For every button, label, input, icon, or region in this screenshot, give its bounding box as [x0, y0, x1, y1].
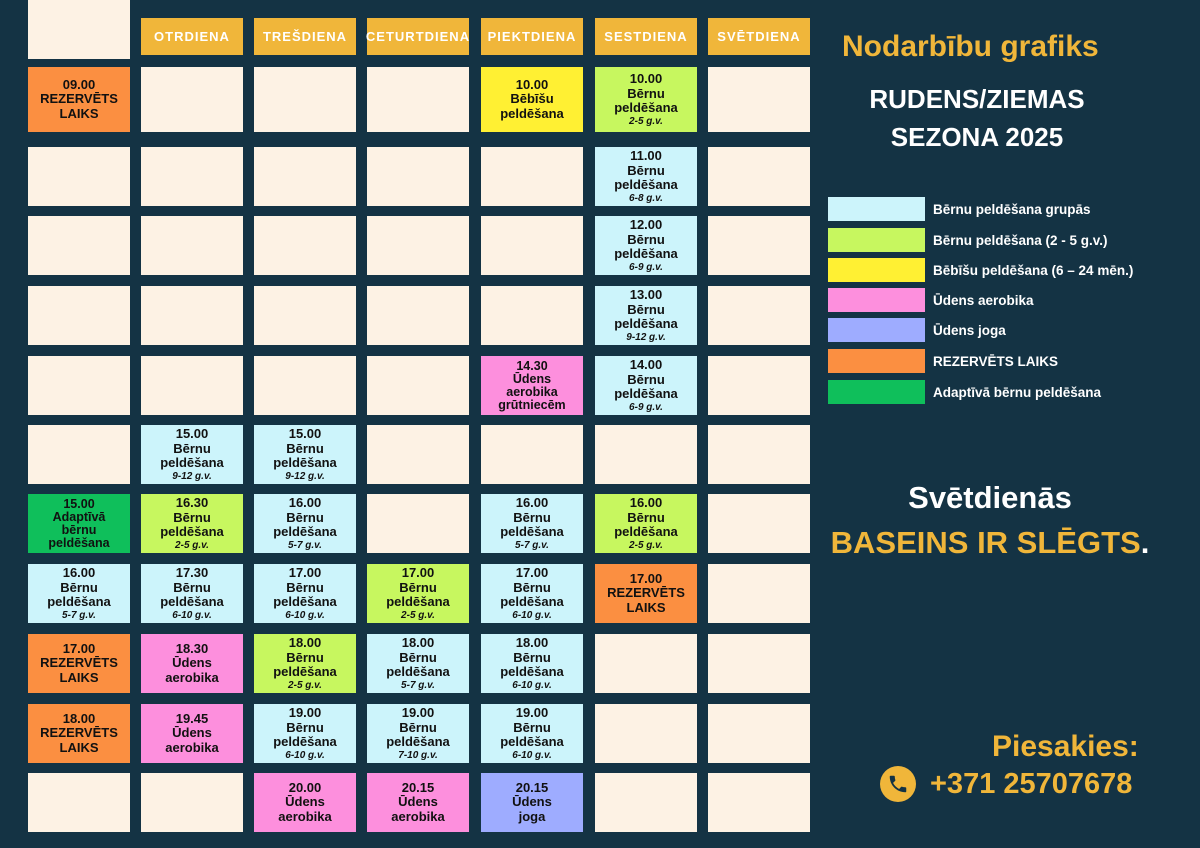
slot-text: LAIKS — [626, 599, 666, 615]
schedule-slot — [481, 67, 583, 132]
schedule-slot — [595, 356, 697, 415]
phone-number[interactable]: +371 25707678 — [930, 767, 1133, 800]
legend-swatch — [828, 349, 925, 373]
slot-text: peldēšana — [614, 246, 678, 262]
slot-text: Bērnu — [513, 509, 551, 525]
schedule-slot — [367, 773, 469, 832]
slot-text: 14.30 — [516, 358, 548, 373]
empty-slot — [595, 704, 697, 763]
day-header-3: TREŠDIENA — [254, 18, 356, 55]
slot-text: peldēšana — [160, 524, 224, 540]
empty-slot — [481, 216, 583, 275]
legend-item — [828, 288, 1034, 312]
slot-text: peldēšana — [47, 594, 111, 610]
schedule-slot — [141, 494, 243, 553]
slot-text: Bērnu — [627, 231, 665, 247]
slot-text: LAIKS — [59, 105, 99, 121]
empty-slot — [28, 356, 130, 415]
schedule-slot — [481, 494, 583, 553]
schedule-slot — [141, 704, 243, 763]
page-title: Nodarbību grafiks — [842, 30, 1099, 63]
day-header-7: SVĒTDIENA — [708, 18, 810, 55]
schedule-slot — [595, 67, 697, 132]
slot-text: LAIKS — [59, 669, 99, 685]
slot-text: Bērnu — [513, 579, 551, 595]
slot-age: 6-10 g.v. — [172, 609, 212, 621]
empty-slot — [254, 286, 356, 345]
schedule-slot — [28, 634, 130, 693]
slot-text: peldēšana — [614, 100, 678, 116]
legend-label: Adaptīvā bērnu peldēšana — [933, 384, 1102, 400]
slot-text: Bērnu — [173, 440, 211, 456]
schedule-slot — [254, 564, 356, 623]
slot-text: peldēšana — [500, 734, 564, 750]
slot-age: 5-7 g.v. — [515, 539, 549, 551]
slot-text: 14.00 — [629, 357, 663, 373]
schedule-slot — [141, 425, 243, 484]
slot-text: 16.00 — [629, 495, 663, 511]
slot-text: 09.00 — [62, 76, 96, 92]
slot-text: Bērnu — [513, 719, 551, 735]
schedule-slot — [254, 425, 356, 484]
legend-item — [828, 258, 1133, 282]
slot-age: 5-7 g.v. — [288, 539, 322, 551]
empty-slot — [595, 773, 697, 832]
slot-age: 7-10 g.v. — [398, 749, 438, 761]
empty-slot — [708, 704, 810, 763]
legend-swatch — [828, 258, 925, 282]
slot-text: 10.00 — [629, 71, 663, 87]
slot-age: 9-12 g.v. — [172, 470, 212, 482]
closed-notice-punct: . — [1140, 525, 1150, 560]
slot-text: Bērnu — [286, 649, 324, 665]
empty-slot — [141, 67, 243, 132]
slot-text: peldēšana — [273, 664, 337, 680]
schedule-slot — [595, 564, 697, 623]
empty-slot — [28, 773, 130, 832]
legend-item — [828, 380, 1101, 404]
schedule-slot — [595, 216, 697, 275]
slot-text: Bērnu — [399, 579, 437, 595]
empty-slot — [28, 0, 130, 59]
schedule-slot — [28, 564, 130, 623]
schedule-slot — [481, 634, 583, 693]
empty-slot — [254, 356, 356, 415]
slot-age: 6-9 g.v. — [629, 401, 663, 413]
empty-slot — [708, 356, 810, 415]
season-line-1: RUDENS/ZIEMAS — [869, 84, 1085, 114]
schedule-slot — [367, 564, 469, 623]
slot-text: peldēšana — [386, 734, 450, 750]
slot-text: peldēšana — [614, 316, 678, 332]
slot-text: Ūdens — [172, 655, 212, 671]
empty-slot — [595, 634, 697, 693]
slot-text: Bēbīšu — [510, 91, 554, 107]
slot-age: 6-8 g.v. — [629, 192, 663, 204]
empty-slot — [708, 216, 810, 275]
slot-text: 16.00 — [515, 495, 549, 511]
slot-text: 12.00 — [629, 217, 663, 233]
schedule-slot — [254, 773, 356, 832]
slot-text: peldēšana — [614, 386, 678, 402]
legend-swatch — [828, 228, 925, 252]
empty-slot — [367, 356, 469, 415]
slot-text: peldēšana — [160, 455, 224, 471]
day-header-2: OTRDIENA — [141, 18, 243, 55]
empty-slot — [708, 494, 810, 553]
legend-swatch — [828, 288, 925, 312]
empty-slot — [367, 425, 469, 484]
closed-notice — [820, 525, 1160, 561]
empty-slot — [254, 67, 356, 132]
slot-age: 9-12 g.v. — [285, 470, 325, 482]
slot-text: Ūdens — [512, 371, 552, 386]
slot-text: 19.00 — [401, 705, 435, 721]
closed-notice-text: BASEINS IR SLĒGTS — [830, 525, 1141, 560]
schedule-slot — [481, 704, 583, 763]
empty-slot — [708, 67, 810, 132]
legend-item — [828, 349, 1058, 373]
empty-slot — [28, 425, 130, 484]
slot-text: peldēšana — [500, 524, 564, 540]
schedule-slot — [254, 634, 356, 693]
slot-text: 17.00 — [401, 565, 435, 581]
slot-text: Bērnu — [627, 162, 665, 178]
slot-age: 6-10 g.v. — [285, 749, 325, 761]
slot-text: peldēšana — [273, 594, 337, 610]
schedule-slot — [367, 704, 469, 763]
legend-label: Ūdens joga — [933, 322, 1006, 338]
legend-label: Bērnu peldēšana grupās — [933, 201, 1091, 217]
slot-text: 18.00 — [515, 635, 549, 651]
empty-slot — [141, 147, 243, 206]
slot-text: Ūdens — [512, 794, 552, 810]
phone-row[interactable] — [880, 766, 1132, 802]
slot-text: bērnu — [61, 522, 97, 537]
slot-text: 20.00 — [288, 779, 322, 795]
slot-text: Ūdens — [285, 794, 325, 810]
slot-text: Bērnu — [627, 509, 665, 525]
slot-text: 17.30 — [175, 565, 209, 581]
slot-text: aerobika — [278, 808, 332, 824]
slot-text: 19.00 — [288, 705, 322, 721]
slot-text: 17.00 — [515, 565, 549, 581]
legend-swatch — [828, 318, 925, 342]
empty-slot — [254, 216, 356, 275]
slot-text: 15.00 — [63, 496, 95, 511]
empty-slot — [367, 216, 469, 275]
schedule-slot — [481, 356, 583, 415]
empty-slot — [708, 286, 810, 345]
schedule-slot — [367, 634, 469, 693]
empty-slot — [28, 286, 130, 345]
empty-slot — [367, 494, 469, 553]
slot-age: 6-9 g.v. — [629, 261, 663, 273]
slot-text: peldēšana — [273, 524, 337, 540]
legend-item — [828, 197, 1091, 221]
slot-text: Ūdens — [172, 725, 212, 741]
empty-slot — [141, 356, 243, 415]
slot-text: 18.00 — [401, 635, 435, 651]
slot-text: Bērnu — [286, 440, 324, 456]
slot-text: aerobika — [391, 808, 445, 824]
empty-slot — [28, 147, 130, 206]
slot-text: 19.45 — [175, 710, 209, 726]
legend-item — [828, 228, 1108, 252]
schedule-slot — [28, 67, 130, 132]
empty-slot — [708, 147, 810, 206]
slot-text: peldēšana — [386, 594, 450, 610]
day-header-5: PIEKTDIENA — [481, 18, 583, 55]
slot-text: 16.00 — [288, 495, 322, 511]
schedule-slot — [254, 704, 356, 763]
legend-item — [828, 318, 1006, 342]
slot-text: REZERVĒTS — [40, 655, 118, 671]
slot-age: 6-10 g.v. — [512, 609, 552, 621]
empty-slot — [481, 147, 583, 206]
empty-slot — [28, 216, 130, 275]
slot-text: 18.00 — [288, 635, 322, 651]
season-line-2: SEZONA 2025 — [890, 122, 1064, 152]
schedule-slot — [481, 773, 583, 832]
schedule-slot — [28, 704, 130, 763]
slot-text: aerobika — [165, 739, 219, 755]
slot-text: Bērnu — [513, 649, 551, 665]
day-header-4: CETURTDIENA — [367, 18, 469, 55]
slot-text: 20.15 — [515, 779, 549, 795]
slot-text: peldēšana — [160, 594, 224, 610]
phone-icon — [880, 766, 916, 802]
schedule-slot — [141, 564, 243, 623]
empty-slot — [141, 286, 243, 345]
slot-text: 10.00 — [515, 76, 549, 92]
slot-text: Bērnu — [399, 649, 437, 665]
apply-label: Piesakies: — [992, 730, 1139, 763]
slot-age: 6-10 g.v. — [285, 609, 325, 621]
empty-slot — [481, 286, 583, 345]
day-header-6: SESTDIENA — [595, 18, 697, 55]
legend-label: Ūdens aerobika — [933, 292, 1034, 308]
slot-text: 19.00 — [515, 705, 549, 721]
empty-slot — [708, 773, 810, 832]
empty-slot — [708, 634, 810, 693]
slot-text: peldēšana — [614, 524, 678, 540]
slot-age: 6-10 g.v. — [512, 749, 552, 761]
slot-text: REZERVĒTS — [40, 725, 118, 741]
legend-label: Bēbīšu peldēšana (6 – 24 mēn.) — [933, 262, 1134, 278]
slot-age: 5-7 g.v. — [62, 609, 96, 621]
slot-age: 5-7 g.v. — [401, 679, 435, 691]
slot-text: peldēšana — [273, 734, 337, 750]
schedule-slot — [141, 634, 243, 693]
slot-text: joga — [518, 808, 546, 824]
slot-text: LAIKS — [59, 739, 99, 755]
slot-age: 2-5 g.v. — [629, 539, 663, 551]
slot-text: aerobika — [165, 669, 219, 685]
slot-text: Bērnu — [286, 579, 324, 595]
slot-text: Bērnu — [627, 301, 665, 317]
empty-slot — [254, 147, 356, 206]
slot-text: grūtniecēm — [498, 397, 566, 412]
slot-text: Bērnu — [173, 579, 211, 595]
slot-text: peldēšana — [273, 455, 337, 471]
slot-text: 16.00 — [62, 565, 96, 581]
slot-text: Bērnu — [286, 509, 324, 525]
slot-text: peldēšana — [614, 177, 678, 193]
slot-text: aerobika — [506, 384, 558, 399]
slot-text: 20.15 — [401, 779, 435, 795]
slot-text: REZERVĒTS — [40, 91, 118, 107]
slot-text: Bērnu — [173, 509, 211, 525]
empty-slot — [481, 425, 583, 484]
slot-text: Bērnu — [286, 719, 324, 735]
slot-text: 13.00 — [629, 287, 663, 303]
slot-text: 15.00 — [175, 426, 209, 442]
empty-slot — [367, 67, 469, 132]
slot-text: peldēšana — [500, 594, 564, 610]
empty-slot — [708, 564, 810, 623]
slot-age: 9-12 g.v. — [626, 331, 666, 343]
slot-age: 2-5 g.v. — [175, 539, 209, 551]
legend-swatch — [828, 380, 925, 404]
empty-slot — [367, 286, 469, 345]
schedule-slot — [595, 286, 697, 345]
empty-slot — [367, 147, 469, 206]
empty-slot — [708, 425, 810, 484]
slot-text: 18.00 — [62, 710, 96, 726]
slot-text: Bērnu — [627, 371, 665, 387]
empty-slot — [141, 216, 243, 275]
slot-text: peldēšana — [48, 535, 110, 550]
slot-text: REZERVĒTS — [607, 585, 685, 601]
slot-text: 17.00 — [629, 570, 663, 586]
slot-text: Bērnu — [627, 85, 665, 101]
empty-slot — [141, 773, 243, 832]
legend-label: Bērnu peldēšana (2 - 5 g.v.) — [933, 232, 1108, 248]
slot-text: Bērnu — [399, 719, 437, 735]
slot-text: 11.00 — [630, 148, 662, 164]
slot-text: peldēšana — [500, 105, 564, 121]
slot-age: 2-5 g.v. — [401, 609, 435, 621]
closed-day-label: Svētdienās — [908, 480, 1072, 515]
slot-text: Ūdens — [398, 794, 438, 810]
schedule-slot — [481, 564, 583, 623]
empty-slot — [595, 425, 697, 484]
schedule-slot — [28, 494, 130, 553]
side-panel — [820, 0, 1200, 848]
slot-text: 15.00 — [288, 426, 322, 442]
legend-label: REZERVĒTS LAIKS — [933, 353, 1059, 369]
slot-text: peldēšana — [500, 664, 564, 680]
slot-text: 16.30 — [175, 495, 209, 511]
slot-age: 2-5 g.v. — [288, 679, 322, 691]
slot-text: peldēšana — [386, 664, 450, 680]
slot-text: Bērnu — [60, 579, 98, 595]
slot-text: 17.00 — [288, 565, 322, 581]
schedule-slot — [595, 147, 697, 206]
slot-text: 17.00 — [62, 640, 96, 656]
slot-text: 18.30 — [175, 640, 209, 656]
slot-age: 2-5 g.v. — [629, 115, 663, 127]
slot-age: 6-10 g.v. — [512, 679, 552, 691]
schedule-slot — [254, 494, 356, 553]
schedule-slot — [595, 494, 697, 553]
slot-text: Adaptīvā — [52, 509, 106, 524]
legend-swatch — [828, 197, 925, 221]
